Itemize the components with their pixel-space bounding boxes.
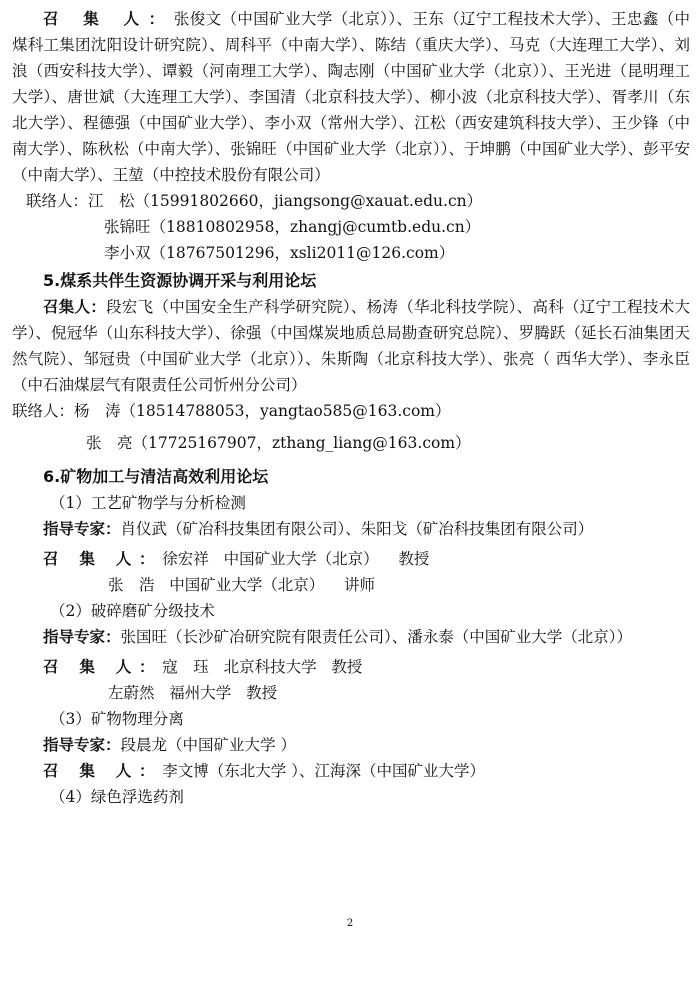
convener-label: 召 集 人： bbox=[43, 549, 163, 568]
section-title: 5.煤系共伴生资源协调开采与利用论坛 bbox=[43, 271, 317, 290]
convener-list: 李文博（东北大学 ）、江海深（中国矿业大学） bbox=[162, 762, 485, 780]
convener-list: 段宏飞（中国安全生产科学研究院）、杨涛（华北科技学院）、高科（辽宁工程技术大学）、倪冠华（山东科技大学）、徐强（中国煤炭地质总局勘查研究总院）、罗腾跃（延长石油集团天然气院）、邹冠贵（中国矿业大学（北京））、朱斯陶（北京科技大学）、张亮（ 西华大学）、李永臣（中石油煤层气有限责任公司忻州分公司） bbox=[12, 298, 690, 394]
convener-label: 召 集 人： bbox=[43, 657, 163, 676]
convener-name: 张 浩 bbox=[108, 576, 155, 594]
contact-item: 张锦旺（18810802958，zhangj@cumtb.edu.cn） bbox=[104, 218, 481, 236]
convener-label: 召集人： bbox=[43, 297, 107, 316]
convener-paragraph bbox=[12, 6, 690, 188]
subsection-title: （3）矿物物理分离 bbox=[50, 710, 184, 728]
convener-org: 福州大学 bbox=[169, 684, 232, 702]
contact-row bbox=[12, 188, 690, 214]
convener-title: 讲师 bbox=[344, 576, 376, 594]
expert-paragraph bbox=[12, 732, 690, 758]
convener-row bbox=[12, 654, 690, 680]
contact-item: 江 松（15991802660，jiangsong@xauat.edu.cn） bbox=[88, 192, 483, 210]
convener-org: 北京科技大学 bbox=[223, 658, 317, 676]
expert-list: 张国旺（长沙矿冶研究院有限责任公司）、潘永泰（中国矿业大学（北京）） bbox=[120, 628, 633, 646]
convener-row bbox=[12, 572, 690, 598]
convener-row bbox=[12, 546, 690, 572]
subsection-title: （4）绿色浮选药剂 bbox=[50, 788, 184, 806]
convener-row bbox=[12, 680, 690, 706]
expert-label: 指导专家： bbox=[43, 627, 121, 646]
expert-label: 指导专家： bbox=[43, 519, 121, 538]
expert-paragraph bbox=[12, 516, 690, 542]
section-title: 6.矿物加工与清洁高效利用论坛 bbox=[43, 467, 269, 486]
page-number: 2 bbox=[346, 918, 354, 929]
convener-label: 召 集 人： bbox=[43, 9, 174, 28]
expert-paragraph bbox=[12, 624, 690, 650]
contact-item: 杨 涛（18514788053，yangtao585@163.com） bbox=[74, 402, 451, 420]
subsection-title: （2）破碎磨矿分级技术 bbox=[50, 602, 215, 620]
contact-row bbox=[12, 398, 690, 424]
contact-label: 联络人： bbox=[26, 192, 89, 210]
convener-name: 徐宏祥 bbox=[162, 550, 209, 568]
contact-item: 李小双（18767501296，xsli2011@126.com） bbox=[104, 244, 455, 262]
convener-list: 张俊文（中国矿业大学（北京））、王东（辽宁工程技术大学）、王忠鑫（中煤科工集团沈阳设计研究院）、周科平（中南大学）、陈结（重庆大学）、马克（大连理工大学）、刘浪（西安科技大学）、谭毅（河南理工大学）、陶志刚（中国矿业大学（北京））、王光进（昆明理工大学）、唐世斌（大连理工大学）、李国清（北京科技大学）、柳小波（北京科技大学）、胥孝川（东北大学）、程德强（中国矿业大学）、李小双（常州大学）、江松（西安建筑科技大学）、王少锋（中南大学）、陈秋松（中南大学）、张锦旺（中国矿业大学（北京））、于坤鹏（中国矿业大学）、彭平安（中南大学）、王堃（中控技术股份有限公司） bbox=[12, 10, 691, 184]
convener-title: 教授 bbox=[246, 684, 278, 702]
convener-name: 寇 珏 bbox=[162, 658, 209, 676]
expert-list: 段晨龙（中国矿业大学 ） bbox=[120, 736, 296, 754]
convener-name: 左蔚然 bbox=[108, 684, 155, 702]
convener-paragraph bbox=[12, 294, 690, 398]
contact-row bbox=[12, 240, 690, 266]
document-body bbox=[12, 6, 690, 810]
contact-item: 张 亮（17725167907，zthang_liang@163.com） bbox=[86, 434, 471, 452]
contact-row bbox=[12, 430, 690, 456]
convener-label: 召 集 人： bbox=[43, 761, 163, 780]
convener-row bbox=[12, 758, 690, 784]
subsection-title: （1）工艺矿物学与分析检测 bbox=[50, 494, 246, 512]
expert-label: 指导专家： bbox=[43, 735, 121, 754]
contact-label: 联络人： bbox=[12, 402, 75, 420]
convener-title: 教授 bbox=[398, 550, 430, 568]
contact-row bbox=[12, 214, 690, 240]
convener-org: 中国矿业大学（北京） bbox=[169, 576, 325, 594]
convener-title: 教授 bbox=[331, 658, 363, 676]
convener-org: 中国矿业大学（北京） bbox=[223, 550, 379, 568]
expert-list: 肖仪武（矿冶科技集团有限公司）、朱阳戈（矿冶科技集团有限公司） bbox=[120, 520, 594, 538]
